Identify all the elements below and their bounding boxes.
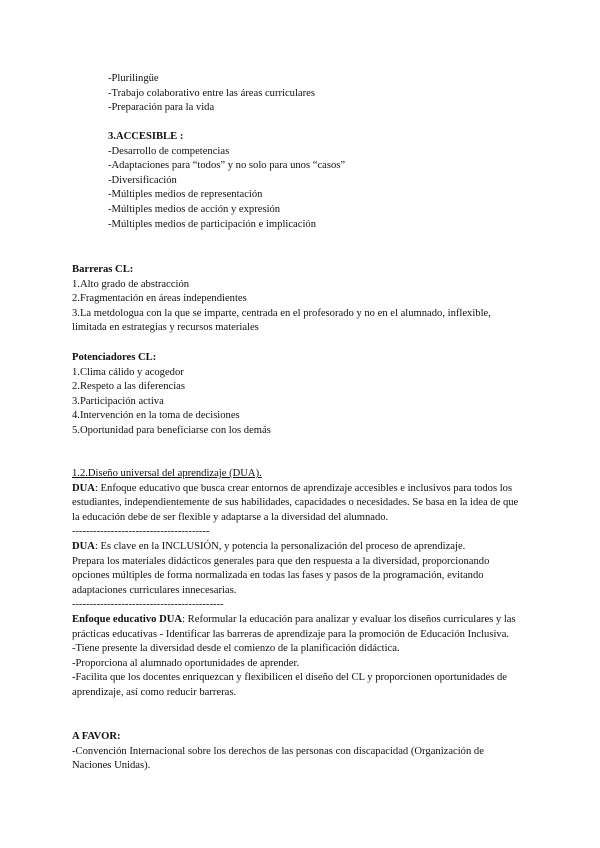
list-item: -Adaptaciones para “todos” y no solo para unos “casos” bbox=[108, 160, 346, 172]
term: Enfoque educativo DUA bbox=[72, 613, 183, 625]
list-item: -Plurilingüe bbox=[108, 73, 159, 84]
section-heading: 3.ACCESIBLE : bbox=[108, 131, 184, 142]
dua-materials: Prepara los materiales didácticos generales para que den respuesta a la diversidad, proporcionando opciones múltiples de forma normalizada en todas las fases y pasos de la programación, evitando adaptaciones curriculares innecesarias. bbox=[72, 555, 490, 596]
term: DUA bbox=[72, 540, 95, 552]
list-item: 3.Participación activa bbox=[72, 395, 164, 407]
list-item: 5.Oportunidad para beneficiarse con los demás bbox=[72, 424, 271, 436]
dua-section bbox=[72, 467, 522, 701]
section-heading: A FAVOR: bbox=[72, 731, 121, 742]
barreras-section bbox=[72, 263, 522, 336]
section-heading: Potenciadores CL: bbox=[72, 352, 157, 363]
list-item: -Múltiples medios de representación bbox=[108, 189, 263, 201]
list-item: 4.Intervención en la toma de decisiones bbox=[72, 410, 240, 422]
separator: --------------------------------------- bbox=[72, 526, 210, 538]
separator: ------------------------------------------- bbox=[72, 599, 224, 611]
definition-text: : Enfoque educativo que busca crear entornos de aprendizaje accesibles e inclusivos para todos los estudiantes, independientemente de sus habilidades, capacidades o necesidades. Se basa en la idea de que la educación debe de ser flexible y adaptarse a la diversidad del alumnado. bbox=[72, 482, 519, 523]
dua-definition bbox=[72, 482, 522, 526]
section-heading: Barreras CL: bbox=[72, 264, 134, 275]
list-item: 3.La metdologua con la que se imparte, centrada en el profesorado y no en el alumnado, inflexible, limitada en estrategias y recursos materiales bbox=[72, 307, 491, 334]
definition-text: : Reformular la educación para analizar y evaluar los diseños curriculares y las prácticas educativas - Identificar las barreras de aprendizaje para la promoción de Educación Inclusiva. bbox=[72, 613, 516, 640]
list-item: -Múltiples medios de acción y expresión bbox=[108, 203, 281, 215]
list-item: -Facilita que los docentes enriquezcan y flexibilicen el diseño del CL y proporcionen oportunidades de aprendizaje, así como reducir barreras. bbox=[72, 672, 507, 698]
afavor-section bbox=[72, 730, 522, 774]
list-item: -Preparación para la vida bbox=[108, 102, 215, 114]
list-item: -Desarrollo de competencias bbox=[108, 145, 230, 157]
section-title: 1.2.Diseño universal del aprendizaje (DUA). bbox=[72, 468, 262, 479]
term: DUA bbox=[72, 482, 95, 494]
enfoque-educativo bbox=[72, 613, 522, 642]
list-item: -Múltiples medios de participación e implicación bbox=[108, 218, 316, 230]
accesible-section bbox=[108, 130, 528, 232]
list-item: 1.Clima cálido y acogedor bbox=[72, 366, 184, 378]
list-item: -Tiene presente la diversidad desde el comienzo de la planificación didáctica. bbox=[72, 643, 400, 655]
list-item: 2.Respeto a las diferencias bbox=[72, 381, 185, 393]
list-item: -Trabajo colaborativo entre las áreas curriculares bbox=[108, 87, 315, 99]
list-item: -Proporciona al alumnado oportunidades de aprender. bbox=[72, 657, 300, 669]
potenciadores-section bbox=[72, 351, 522, 439]
definition-text: : Es clave en la INCLUSIÓN, y potencia la personalización del proceso de aprendizaje. bbox=[94, 540, 466, 552]
list-item: -Diversificación bbox=[108, 174, 177, 186]
list-item: 1.Alto grado de abstracción bbox=[72, 278, 190, 290]
features-list bbox=[108, 72, 528, 116]
list-item: -Convención Internacional sobre los derechos de las personas con discapacidad (Organización de Naciones Unidas). bbox=[72, 745, 484, 772]
list-item: 2.Fragmentación en áreas independientes bbox=[72, 293, 247, 305]
dua-inclusion bbox=[72, 540, 522, 555]
